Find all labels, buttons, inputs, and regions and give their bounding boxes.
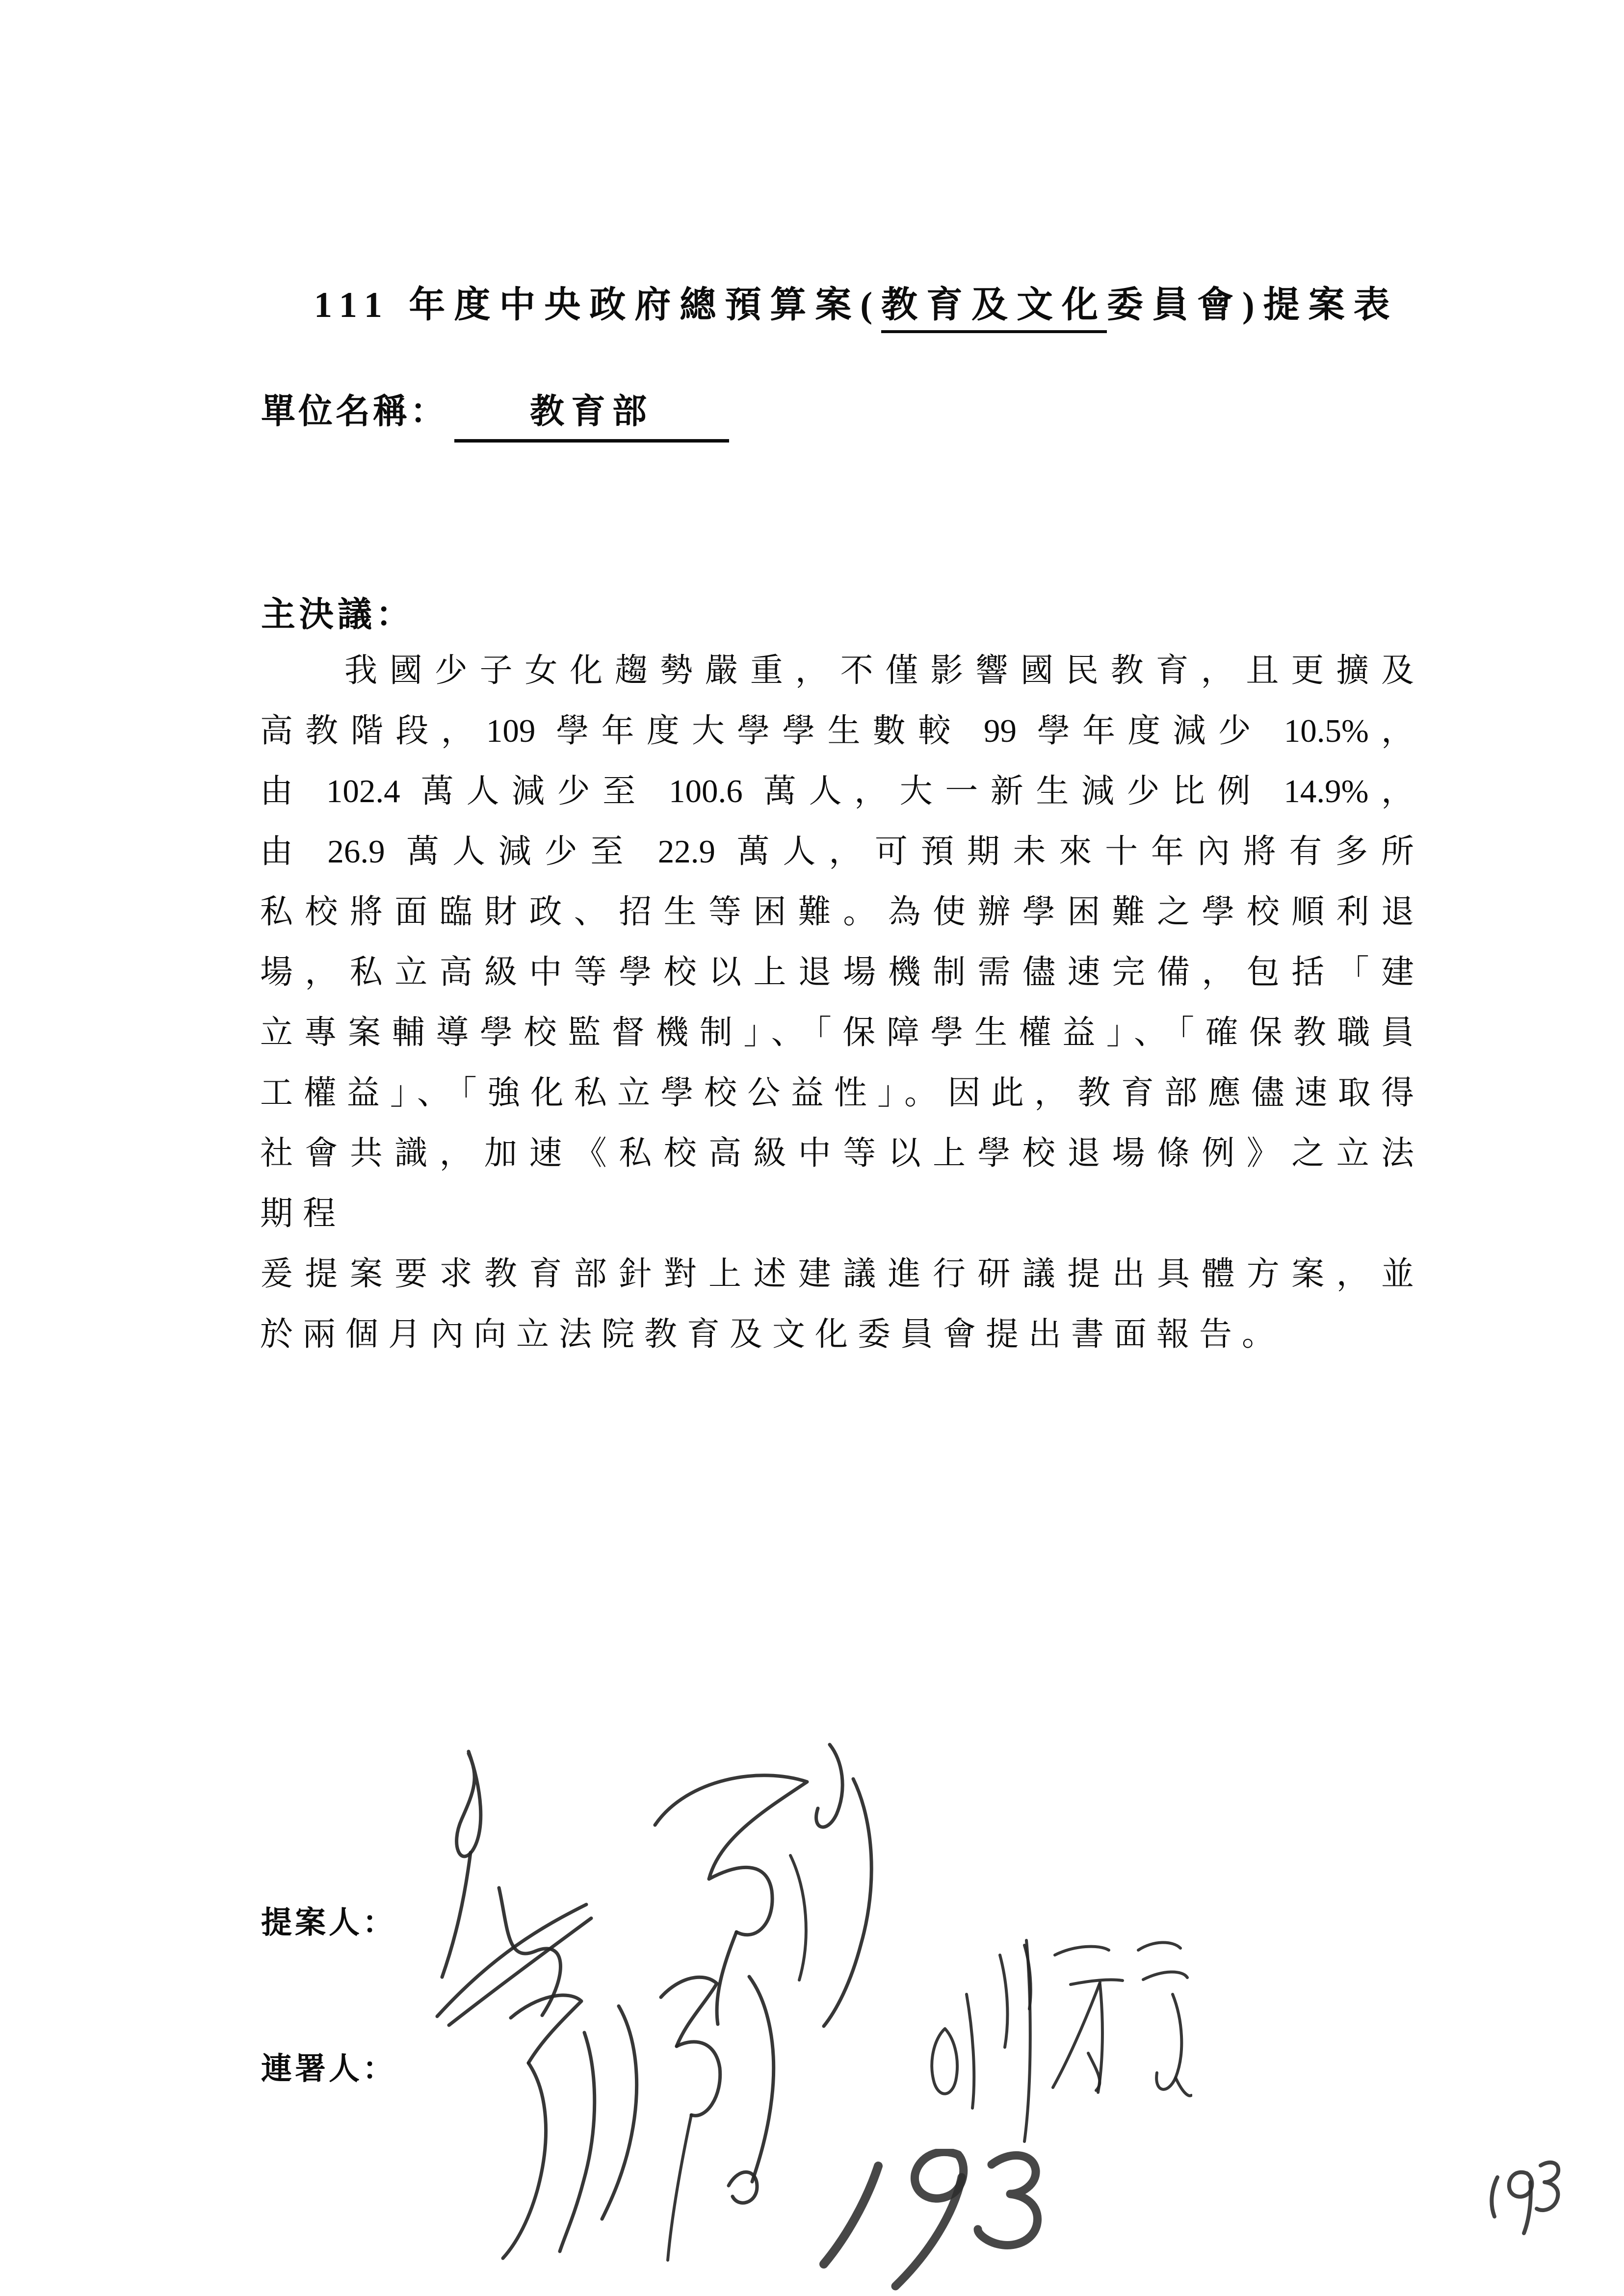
proposer-row: [261, 1898, 396, 1942]
proposer-label: 提案人：: [261, 1905, 396, 1940]
resolution-line: 由 26.9 萬人減少至 22.9 萬人，可預期未來十年內將有多所: [260, 834, 1414, 870]
resolution-line: 由 102.4 萬人減少至 100.6 萬人，大一新生減少比例 14.9%，: [260, 773, 1414, 809]
resolution-line: 期程: [260, 1196, 345, 1232]
unit-name-row: [261, 384, 729, 443]
resolution-line: 工權益」、「強化私立學校公益性」。因此，教育部應儘速取得: [260, 1075, 1414, 1111]
resolution-line: 爰提案要求教育部針對上述建議進行研議提出具體方案，並: [260, 1256, 1414, 1292]
resolution-line: 我國少子女化趨勢嚴重，不僅影響國民教育，且更擴及: [344, 652, 1414, 689]
title-committee-underlined: 教育及文化: [881, 285, 1107, 333]
resolution-line: 高教階段，109 學年度大學學生數較 99 學年度減少 10.5%，: [260, 713, 1414, 749]
cosigner-label: 連署人：: [261, 2052, 396, 2086]
title-prefix: 111 年度中央政府總預算案(: [314, 285, 881, 325]
unit-name-value: 教育部: [454, 384, 729, 443]
unit-name-label: 單位名稱：: [261, 393, 447, 431]
cosigner-signature-1: [464, 1955, 861, 2274]
resolution-heading: 主決議：: [261, 596, 414, 634]
resolution-line: 於兩個月內向立法院教育及文化委員會提出書面報告。: [260, 1316, 1284, 1353]
resolution-line: 場，私立高級中等學校以上退場機制需儘速完備，包括「建: [260, 954, 1414, 991]
cosigner-signature-2: [898, 1935, 1192, 2161]
resolution-line: 社會共識，加速《私校高級中等以上學校退場條例》之立法: [260, 1135, 1414, 1172]
resolution-body: [260, 641, 1414, 1365]
corner-page-number: [1482, 2159, 1565, 2242]
handwritten-page-number: [812, 2149, 1057, 2291]
page-title: [314, 276, 1399, 328]
cosigner-row: [261, 2044, 396, 2088]
resolution-line: 私校將面臨財政、招生等困難。為使辦學困難之學校順利退: [260, 894, 1414, 930]
title-suffix: 委員會)提案表: [1106, 285, 1399, 325]
resolution-line: 立專案輔導學校監督機制」、「保障學生權益」、「確保教職員: [260, 1015, 1414, 1051]
